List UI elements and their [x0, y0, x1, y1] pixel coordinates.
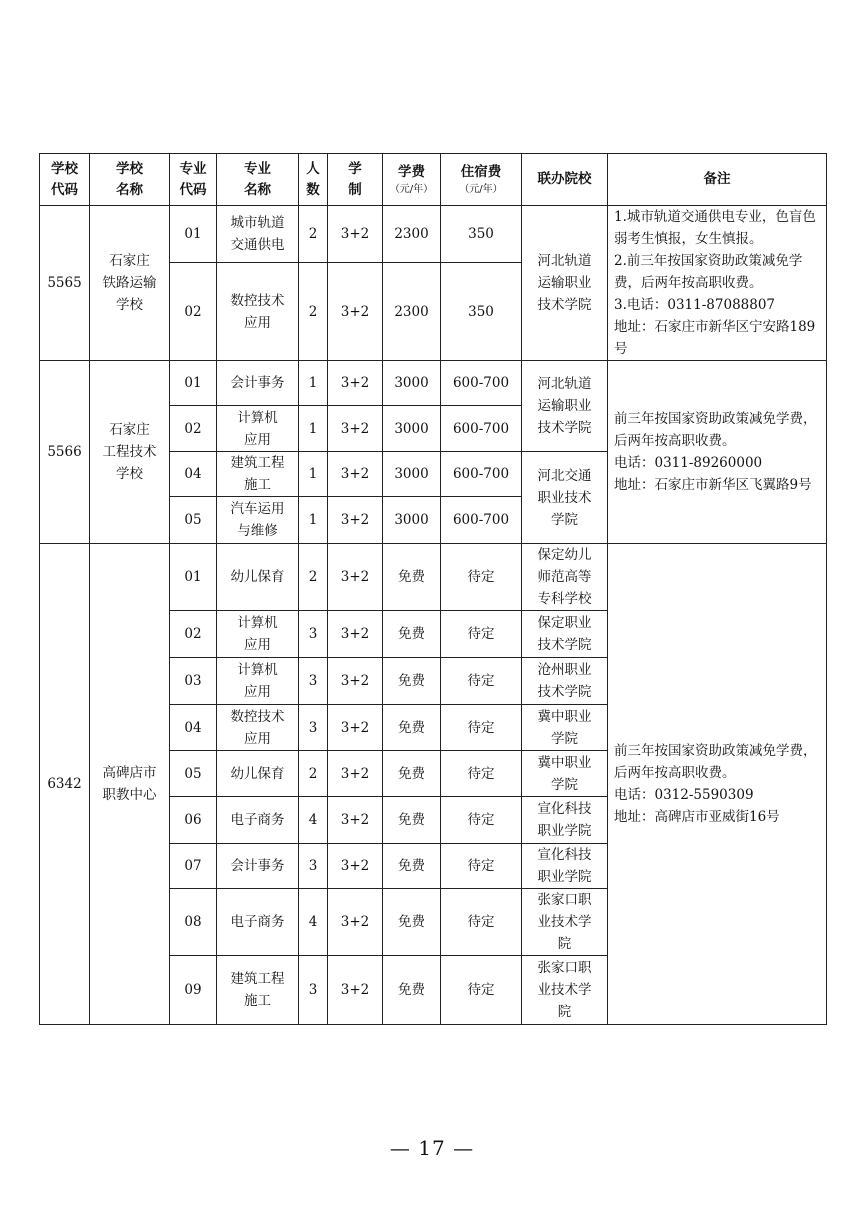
table-row — [40, 544, 827, 611]
system-cell: 3+2 — [328, 406, 383, 452]
tuition-cell: 免费 — [383, 751, 441, 797]
school-name-cell: 石家庄 铁路运输 学校 — [90, 206, 170, 361]
quota-cell: 4 — [299, 889, 328, 956]
remark-cell: 前三年按国家资助政策减免学费，后两年按高职收费。 电话：0312-5590309 地址：高碑店市亚威街16号 — [608, 544, 827, 1025]
partner-cell: 河北轨道 运输职业 技术学院 — [522, 361, 608, 452]
tuition-cell: 3000 — [383, 497, 441, 544]
partner-cell: 保定幼儿 师范高等 专科学校 — [522, 544, 608, 611]
major-code-cell: 02 — [170, 263, 217, 361]
school-code-cell: 5565 — [40, 206, 90, 361]
major-name-cell: 电子商务 — [217, 889, 299, 956]
header-remark: 备注 — [608, 154, 827, 206]
header-system: 学 制 — [328, 154, 383, 206]
enrollment-table — [39, 153, 827, 1025]
header-school-code: 学校 代码 — [40, 154, 90, 206]
system-cell: 3+2 — [328, 751, 383, 797]
partner-cell: 宣化科技 职业学院 — [522, 844, 608, 889]
quota-cell: 3 — [299, 611, 328, 658]
header-quota: 人 数 — [299, 154, 328, 206]
tuition-cell: 免费 — [383, 844, 441, 889]
major-code-cell: 02 — [170, 611, 217, 658]
school-name-cell: 高碑店市 职教中心 — [90, 544, 170, 1025]
dorm-cell: 600-700 — [441, 497, 522, 544]
major-name-cell: 数控技术 应用 — [217, 705, 299, 751]
major-name-cell: 电子商务 — [217, 797, 299, 844]
major-code-cell: 02 — [170, 406, 217, 452]
system-cell: 3+2 — [328, 705, 383, 751]
quota-cell: 2 — [299, 263, 328, 361]
dorm-cell: 待定 — [441, 658, 522, 705]
remark-cell: 1.城市轨道交通供电专业，色盲色弱考生慎报，女生慎报。 2.前三年按国家资助政策减免学费，后两年按高职收费。 3.电话：0311-87088807 地址：石家庄市新华区宁安路189号 — [608, 206, 827, 361]
dorm-cell: 350 — [441, 206, 522, 263]
major-name-cell: 会计事务 — [217, 844, 299, 889]
header-tuition — [383, 154, 441, 206]
system-cell: 3+2 — [328, 544, 383, 611]
partner-cell: 宣化科技 职业学院 — [522, 797, 608, 844]
major-name-cell: 数控技术 应用 — [217, 263, 299, 361]
dorm-cell: 600-700 — [441, 406, 522, 452]
dorm-cell: 600-700 — [441, 361, 522, 406]
quota-cell: 3 — [299, 844, 328, 889]
major-name-cell: 城市轨道 交通供电 — [217, 206, 299, 263]
table-row — [40, 361, 827, 406]
school-code-cell: 5566 — [40, 361, 90, 544]
dorm-cell: 待定 — [441, 844, 522, 889]
tuition-cell: 免费 — [383, 658, 441, 705]
partner-cell: 冀中职业 学院 — [522, 751, 608, 797]
system-cell: 3+2 — [328, 452, 383, 497]
tuition-cell: 3000 — [383, 361, 441, 406]
remark-cell: 前三年按国家资助政策减免学费，后两年按高职收费。 电话：0311-89260000 地址：石家庄市新华区飞翼路9号 — [608, 361, 827, 544]
system-cell: 3+2 — [328, 611, 383, 658]
major-code-cell: 01 — [170, 544, 217, 611]
tuition-cell: 免费 — [383, 544, 441, 611]
system-cell: 3+2 — [328, 889, 383, 956]
dorm-cell: 待定 — [441, 705, 522, 751]
major-code-cell: 01 — [170, 361, 217, 406]
major-name-cell: 幼儿保育 — [217, 544, 299, 611]
partner-cell: 河北交通 职业技术 学院 — [522, 452, 608, 544]
system-cell: 3+2 — [328, 497, 383, 544]
system-cell: 3+2 — [328, 206, 383, 263]
tuition-cell: 3000 — [383, 452, 441, 497]
major-name-cell: 汽车运用 与维修 — [217, 497, 299, 544]
major-name-cell: 建筑工程 施工 — [217, 956, 299, 1025]
dorm-cell: 待定 — [441, 797, 522, 844]
major-code-cell: 05 — [170, 751, 217, 797]
tuition-cell: 2300 — [383, 263, 441, 361]
header-tuition-unit: （元/年） — [389, 184, 434, 195]
major-name-cell: 会计事务 — [217, 361, 299, 406]
major-code-cell: 09 — [170, 956, 217, 1025]
header-school-name: 学校 名称 — [90, 154, 170, 206]
quota-cell: 1 — [299, 497, 328, 544]
header-tuition-label: 学费 — [398, 164, 425, 180]
page-number: — 17 — — [389, 1136, 475, 1160]
major-code-cell: 03 — [170, 658, 217, 705]
system-cell: 3+2 — [328, 658, 383, 705]
header-partner: 联办院校 — [522, 154, 608, 206]
partner-cell: 保定职业 技术学院 — [522, 611, 608, 658]
major-code-cell: 07 — [170, 844, 217, 889]
tuition-cell: 免费 — [383, 705, 441, 751]
quota-cell: 4 — [299, 797, 328, 844]
quota-cell: 3 — [299, 956, 328, 1025]
quota-cell: 2 — [299, 751, 328, 797]
major-name-cell: 幼儿保育 — [217, 751, 299, 797]
header-dorm-unit: （元/年） — [459, 184, 503, 195]
major-name-cell: 计算机 应用 — [217, 658, 299, 705]
major-name-cell: 建筑工程 施工 — [217, 452, 299, 497]
system-cell: 3+2 — [328, 361, 383, 406]
header-dorm — [441, 154, 522, 206]
quota-cell: 1 — [299, 406, 328, 452]
partner-cell: 张家口职 业技术学 院 — [522, 889, 608, 956]
header-major-name: 专业 名称 — [217, 154, 299, 206]
quota-cell: 1 — [299, 361, 328, 406]
major-code-cell: 06 — [170, 797, 217, 844]
dorm-cell: 待定 — [441, 751, 522, 797]
table-row — [40, 206, 827, 263]
partner-cell: 张家口职 业技术学 院 — [522, 956, 608, 1025]
tuition-cell: 3000 — [383, 406, 441, 452]
major-code-cell: 01 — [170, 206, 217, 263]
dorm-cell: 待定 — [441, 889, 522, 956]
tuition-cell: 免费 — [383, 889, 441, 956]
school-name-cell: 石家庄 工程技术 学校 — [90, 361, 170, 544]
tuition-cell: 免费 — [383, 611, 441, 658]
major-code-cell: 05 — [170, 497, 217, 544]
school-code-cell: 6342 — [40, 544, 90, 1025]
partner-cell: 河北轨道 运输职业 技术学院 — [522, 206, 608, 361]
quota-cell: 1 — [299, 452, 328, 497]
quota-cell: 3 — [299, 705, 328, 751]
quota-cell: 2 — [299, 544, 328, 611]
header-row — [40, 154, 827, 206]
major-code-cell: 08 — [170, 889, 217, 956]
tuition-cell: 2300 — [383, 206, 441, 263]
tuition-cell: 免费 — [383, 797, 441, 844]
major-code-cell: 04 — [170, 452, 217, 497]
system-cell: 3+2 — [328, 263, 383, 361]
header-major-code: 专业 代码 — [170, 154, 217, 206]
dorm-cell: 待定 — [441, 956, 522, 1025]
dorm-cell: 待定 — [441, 544, 522, 611]
system-cell: 3+2 — [328, 956, 383, 1025]
system-cell: 3+2 — [328, 844, 383, 889]
quota-cell: 2 — [299, 206, 328, 263]
system-cell: 3+2 — [328, 797, 383, 844]
dorm-cell: 350 — [441, 263, 522, 361]
major-name-cell: 计算机 应用 — [217, 406, 299, 452]
partner-cell: 冀中职业 学院 — [522, 705, 608, 751]
header-dorm-label: 住宿费 — [460, 164, 502, 180]
dorm-cell: 待定 — [441, 611, 522, 658]
table-body — [40, 206, 827, 1025]
quota-cell: 3 — [299, 658, 328, 705]
dorm-cell: 600-700 — [441, 452, 522, 497]
tuition-cell: 免费 — [383, 956, 441, 1025]
major-code-cell: 04 — [170, 705, 217, 751]
major-name-cell: 计算机 应用 — [217, 611, 299, 658]
partner-cell: 沧州职业 技术学院 — [522, 658, 608, 705]
